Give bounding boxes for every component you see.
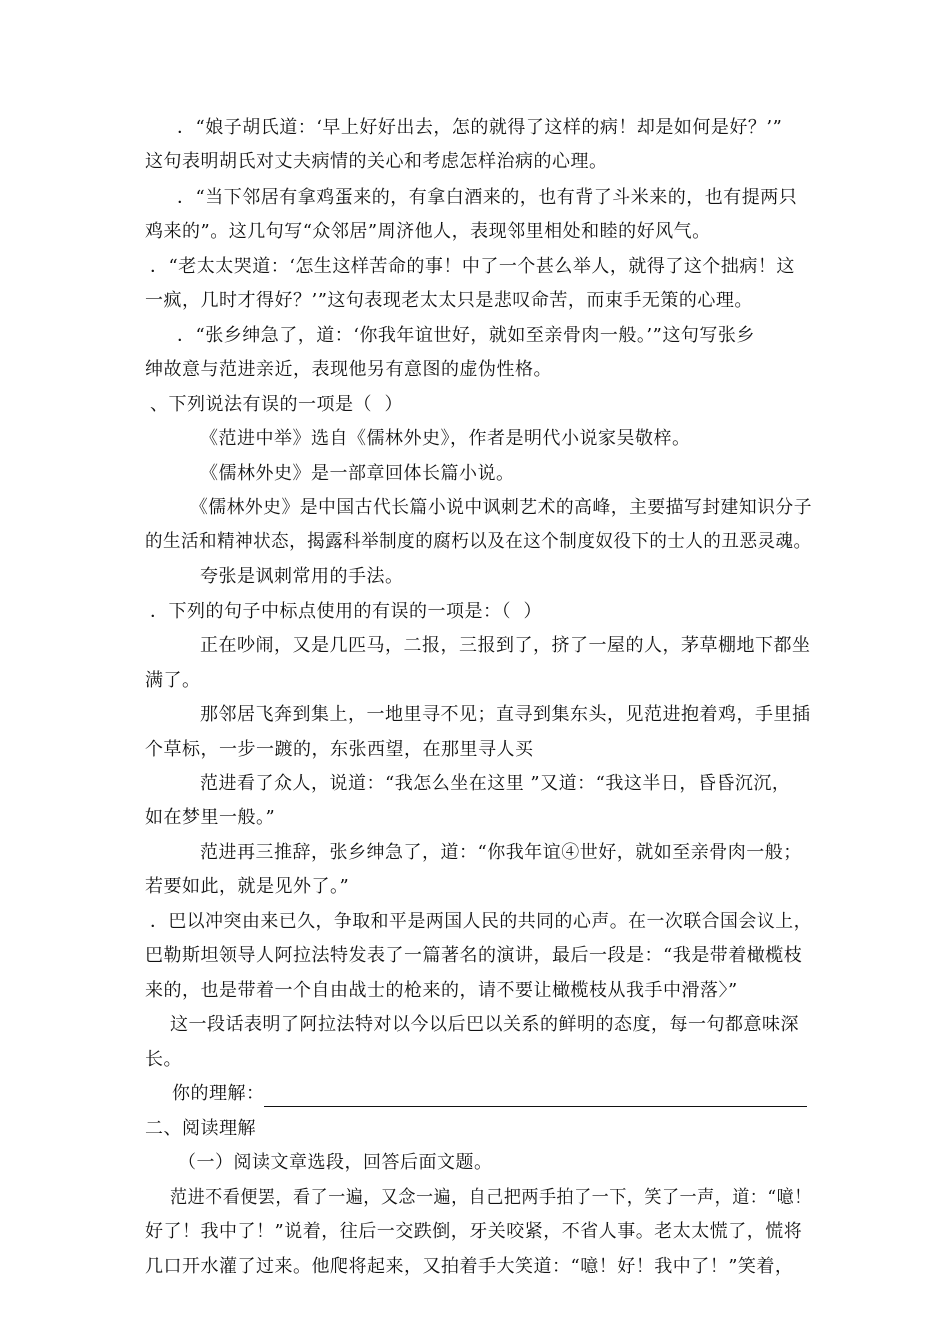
- text-line: 巴勒斯坦领导人阿拉法特发表了一篇著名的演讲，最后一段是：“我是带着橄榄枝: [145, 945, 803, 966]
- text-line: 若要如此，就是见外了。”: [145, 876, 350, 897]
- text-line: 长。: [145, 1049, 182, 1070]
- answer-blank-line[interactable]: [264, 1106, 807, 1107]
- text-line: 满了。: [145, 670, 201, 691]
- text-line: 好了！我中了！”说着，往后一交跌倒，牙关咬紧，不省人事。老太太慌了，慌将: [145, 1221, 803, 1242]
- text-line: 的生活和精神状态，揭露科举制度的腐朽以及在这个制度奴役下的士人的丑恶灵魂。: [145, 531, 812, 552]
- option-text: 范进看了众人，说道：“我怎么坐在这里 ”又道：“我这半日，昏昏沉沉，: [200, 773, 791, 794]
- option-text: 《范进中举》选自《儒林外史》，作者是明代小说家吴敬梓。: [200, 428, 691, 449]
- text-line: 如在梦里一般。”: [145, 807, 276, 828]
- text-line: 个草标，一步一踱的，东张西望，在那里寻人买: [145, 739, 534, 760]
- subsection-heading: （一）阅读文章选段，回答后面文题。: [178, 1152, 493, 1173]
- section-heading: 二、阅读理解: [145, 1118, 256, 1139]
- text-line: ．“老太太哭道：‘怎生这样苦命的事！中了一个甚么举人，就得了这个拙病！这: [150, 256, 795, 277]
- option-text: 范进再三推辞，张乡绅急了，道：“你我年谊④世好，就如至亲骨肉一般；: [200, 842, 802, 863]
- text-line: 范进不看便罢，看了一遍，又念一遍，自己把两手拍了一下，笑了一声，道：“噫！: [170, 1187, 812, 1208]
- text-line: 鸡来的”。这几句写“众邻居”周济他人，表现邻里相处和睦的好风气。: [145, 221, 711, 242]
- text-line: ．“娘子胡氏道：‘早上好好出去，怎的就得了这样的病！却是如何是好？’”: [177, 117, 783, 138]
- text-line: 一疯，几时才得好？’”这句表现老太太只是悲叹命苦，而束手无策的心理。: [145, 290, 753, 311]
- option-text: 那邻居飞奔到集上，一地里寻不见；直寻到集东头，见范进抱着鸡，手里插: [200, 704, 811, 725]
- question-heading: ．下列的句子中标点使用的有误的一项是：（ ）: [150, 601, 542, 622]
- option-text: 《儒林外史》是一部章回体长篇小说。: [200, 463, 515, 484]
- option-text: 正在吵闹，又是几匹马，二报，三报到了，挤了一屋的人，茅草棚地下都坐: [200, 635, 811, 656]
- question-heading: 、下列说法有误的一项是（ ）: [150, 394, 403, 415]
- option-text: 夸张是讽刺常用的手法。: [200, 566, 404, 587]
- text-line: ．巴以冲突由来已久，争取和平是两国人民的共同的心声。在一次联合国会议上，: [150, 911, 813, 932]
- text-line: 绅故意与范进亲近，表现他另有意图的虚伪性格。: [145, 359, 552, 380]
- text-line: 来的，也是带着一个自由战士的枪来的，请不要让橄榄枝从我手中滑落〉”: [145, 980, 738, 1001]
- text-line: 几口开水灌了过来。他爬将起来，又拍着手大笑道：“噫！好！我中了！”笑着，: [145, 1256, 794, 1277]
- text-line: 这一段话表明了阿拉法特对以今以后巴以关系的鲜明的态度，每一句都意味深: [170, 1014, 799, 1035]
- text-line: 这句表明胡氏对丈夫病情的关心和考虑怎样治病的心理。: [145, 151, 608, 172]
- text-line: ．“当下邻居有拿鸡蛋来的，有拿白酒来的，也有背了斗米来的，也有提两只: [177, 187, 798, 208]
- answer-prompt: 你的理解：: [172, 1083, 265, 1104]
- option-text: 《儒林外史》是中国古代长篇小说中讽刺艺术的高峰，主要描写封建知识分子: [190, 497, 813, 518]
- text-line: ．“张乡绅急了，道：‘你我年谊世好，就如至亲骨肉一般。’”这句写张乡: [177, 325, 755, 346]
